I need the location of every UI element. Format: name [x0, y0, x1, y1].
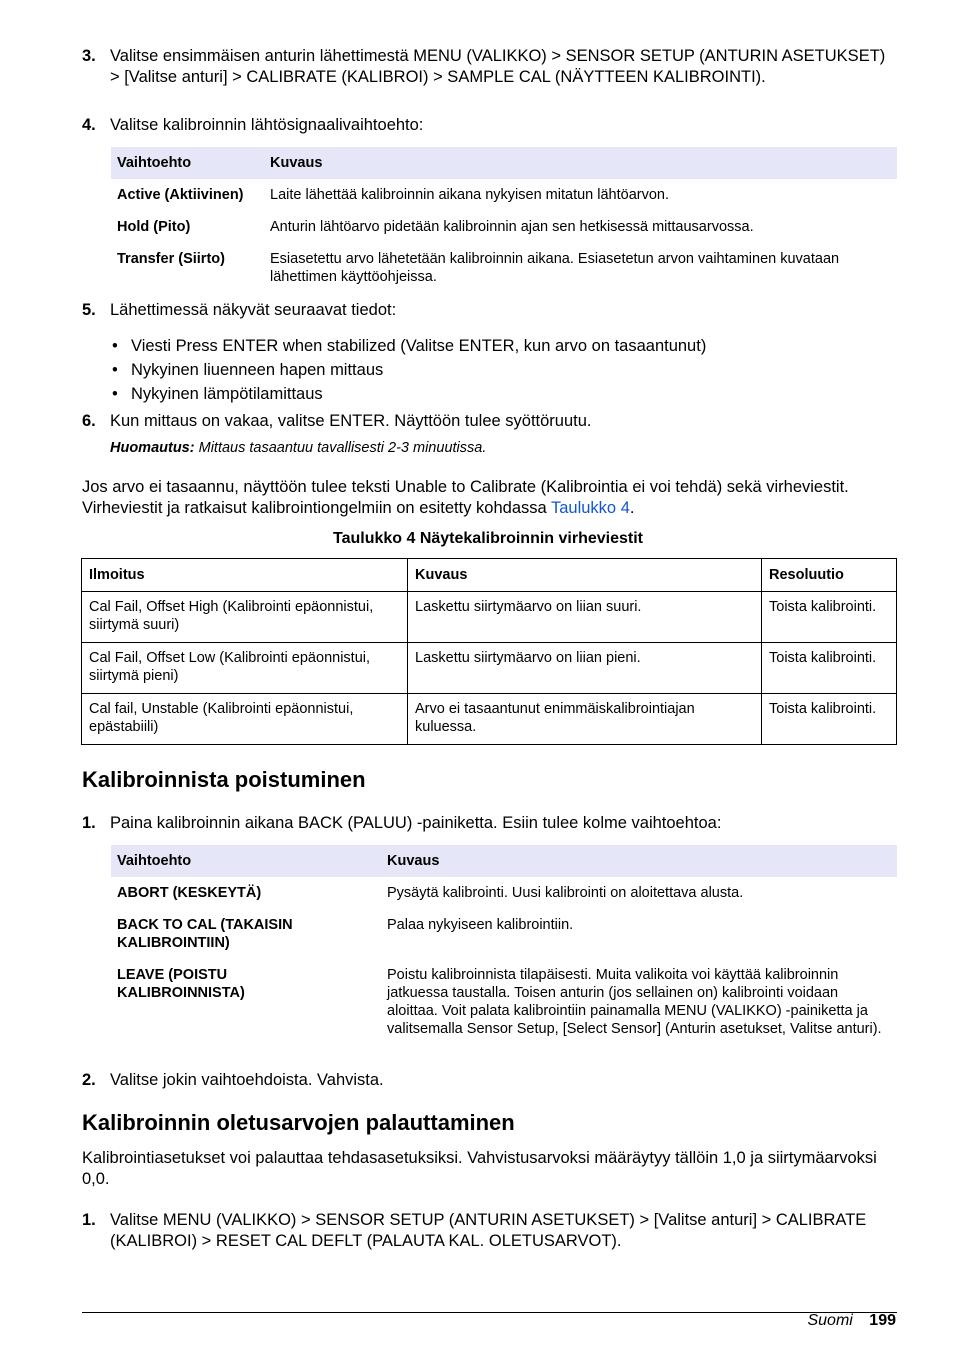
option-description: Pysäytä kalibrointi. Uusi kalibrointi on aloitettava alusta. [387, 885, 744, 901]
error-description: Laskettu siirtymäarvo on liian suuri. [408, 592, 762, 643]
step-number: 3. [82, 47, 96, 65]
table-row [111, 877, 897, 909]
table-row [82, 643, 897, 694]
exit-options-table [111, 845, 897, 1038]
list-item-text: Nykyinen liuenneen hapen mittaus [131, 361, 384, 379]
option-name: Hold (Pito) [117, 219, 191, 235]
column-header: Kuvaus [408, 559, 762, 592]
list-item-text: Nykyinen lämpötilamittaus [131, 385, 323, 403]
error-resolution: Toista kalibrointi. [762, 643, 897, 694]
step-text: Valitse ensimmäisen anturin lähettimestä MENU (VALIKKO) > SENSOR SETUP (ANTURIN ASETUKSET) > [Valitse anturi] > CALIBRATE (KALIBROI) > SAMPLE CAL (NÄYTTEEN KALIBROINTI). [110, 47, 886, 86]
error-resolution: Toista kalibrointi. [762, 592, 897, 643]
table-reference-link[interactable]: Taulukko 4 [550, 498, 630, 517]
reset-paragraph: Kalibrointiasetukset voi palauttaa tehdasasetuksiksi. Vahvistusarvoksi määräytyy tällöin 1,0 ja siirtymäarvoksi 0,0. [82, 1149, 877, 1188]
step-text: Valitse kalibroinnin lähtösignaalivaihtoehto: [110, 116, 424, 134]
list-item [112, 336, 706, 356]
exit-step-1 [82, 813, 896, 834]
paragraph-end: . [629, 498, 635, 517]
column-header: Kuvaus [264, 147, 897, 179]
table-row [111, 243, 897, 286]
step-number: 5. [82, 301, 96, 319]
error-message: Cal fail, Unstable (Kalibrointi epäonnistui, epästabiili) [82, 694, 408, 745]
step-text: Lähettimessä näkyvät seuraavat tiedot: [110, 301, 397, 319]
note-text: Mittaus tasaantuu tavallisesti 2-3 minuutissa. [198, 440, 487, 456]
option-name: ABORT (KESKEYTÄ) [117, 885, 262, 901]
option-name: BACK TO CAL (TAKAISIN KALIBROINTIIN) [117, 917, 293, 951]
step-text: Kun mittaus on vakaa, valitse ENTER. Näyttöön tulee syöttöruutu. [110, 412, 592, 430]
paragraph-text: Jos arvo ei tasaannu, näyttöön tulee teksti Unable to Calibrate (Kalibrointia ei voi tehdä) sekä virheviestit. Virheviestit ja ratkaisut kalibrointiongelmiin on esitetty kohdassa [82, 478, 849, 517]
step-number: 1. [82, 814, 96, 832]
step-number: 1. [82, 1211, 96, 1229]
column-header: Vaihtoehto [111, 845, 381, 877]
error-message: Cal Fail, Offset Low (Kalibrointi epäonnistui, siirtymä pieni) [82, 643, 408, 694]
step-number: 2. [82, 1071, 96, 1089]
column-header: Resoluutio [762, 559, 897, 592]
option-name: Active (Aktiivinen) [117, 187, 244, 203]
list-item [112, 384, 323, 404]
option-description: Poistu kalibroinnista tilapäisesti. Muita valikoita voi käyttää kalibroinnin jatkuessa taustalla. Toisen anturin (jos sellainen on) kalibrointi voidaan aloittaa. Voit palata kalibrointiin painamalla MENU (VALIKKO) -painiketta ja valitsemalla Sensor Setup, [Select Sensor] (Anturin asetukset, Valitse anturi). [387, 967, 882, 1037]
error-messages-table [81, 558, 897, 745]
page-number: 199 [869, 1312, 896, 1329]
step-text: Valitse MENU (VALIKKO) > SENSOR SETUP (ANTURIN ASETUKSET) > [Valitse anturi] > CALIBRATE (KALIBROI) > RESET CAL DEFLT (PALAUTA KAL. OLETUSARVOT). [110, 1211, 867, 1250]
note-label: Huomautus: [110, 440, 195, 456]
bullet-icon: • [112, 385, 118, 403]
error-message: Cal Fail, Offset High (Kalibrointi epäonnistui, siirtymä suuri) [82, 592, 408, 643]
step-text: Paina kalibroinnin aikana BACK (PALUU) -painiketta. Esiin tulee kolme vaihtoehtoa: [110, 814, 722, 832]
option-description: Palaa nykyiseen kalibrointiin. [387, 917, 574, 933]
option-name: LEAVE (POISTU KALIBROINNISTA) [117, 967, 245, 1001]
error-resolution: Toista kalibrointi. [762, 694, 897, 745]
column-header: Vaihtoehto [111, 147, 264, 179]
table-row [82, 694, 897, 745]
list-item [112, 360, 383, 380]
option-description: Anturin lähtöarvo pidetään kalibroinnin ajan sen hetkisessä mittausarvossa. [270, 219, 754, 235]
table-row [111, 179, 897, 211]
error-description: Arvo ei tasaantunut enimmäiskalibrointiajan kuluessa. [408, 694, 762, 745]
step-4 [82, 115, 896, 136]
section-heading: Kalibroinnin oletusarvojen palauttaminen [82, 1110, 515, 1135]
table-header-row [82, 559, 897, 592]
option-name: Transfer (Siirto) [117, 251, 225, 267]
option-description: Esiasetettu arvo lähetetään kalibroinnin aikana. Esiasetetun arvon vaihtaminen kuvataan lähettimen käyttöohjeissa. [270, 251, 840, 285]
note [110, 440, 486, 456]
table-header-row [111, 845, 897, 877]
bullet-icon: • [112, 361, 118, 379]
step-number: 6. [82, 412, 96, 430]
footer-rule [82, 1312, 897, 1313]
column-header: Ilmoitus [82, 559, 408, 592]
step-5 [82, 300, 896, 321]
table-row [111, 959, 897, 1038]
step-text: Valitse jokin vaihtoehdoista. Vahvista. [110, 1071, 384, 1089]
option-description: Laite lähettää kalibroinnin aikana nykyisen mitatun lähtöarvon. [270, 187, 669, 203]
error-description: Laskettu siirtymäarvo on liian pieni. [408, 643, 762, 694]
section-heading: Kalibroinnista poistuminen [82, 767, 366, 792]
table-row [111, 211, 897, 243]
step-number: 4. [82, 116, 96, 134]
error-paragraph [82, 477, 896, 518]
step-6 [82, 411, 896, 432]
footer-language: Suomi [807, 1312, 853, 1329]
output-options-table [111, 147, 897, 286]
table-caption: Taulukko 4 Näytekalibroinnin virheviestit [332, 530, 643, 547]
reset-step-1 [82, 1210, 896, 1251]
table-row [82, 592, 897, 643]
step-3 [82, 46, 896, 87]
list-item-text: Viesti Press ENTER when stabilized (Valitse ENTER, kun arvo on tasaantunut) [131, 337, 707, 355]
page-footer [807, 1312, 896, 1330]
exit-step-2 [82, 1070, 896, 1091]
bullet-icon: • [112, 337, 118, 355]
table-row [111, 909, 897, 959]
table-header-row [111, 147, 897, 179]
column-header: Kuvaus [381, 845, 897, 877]
